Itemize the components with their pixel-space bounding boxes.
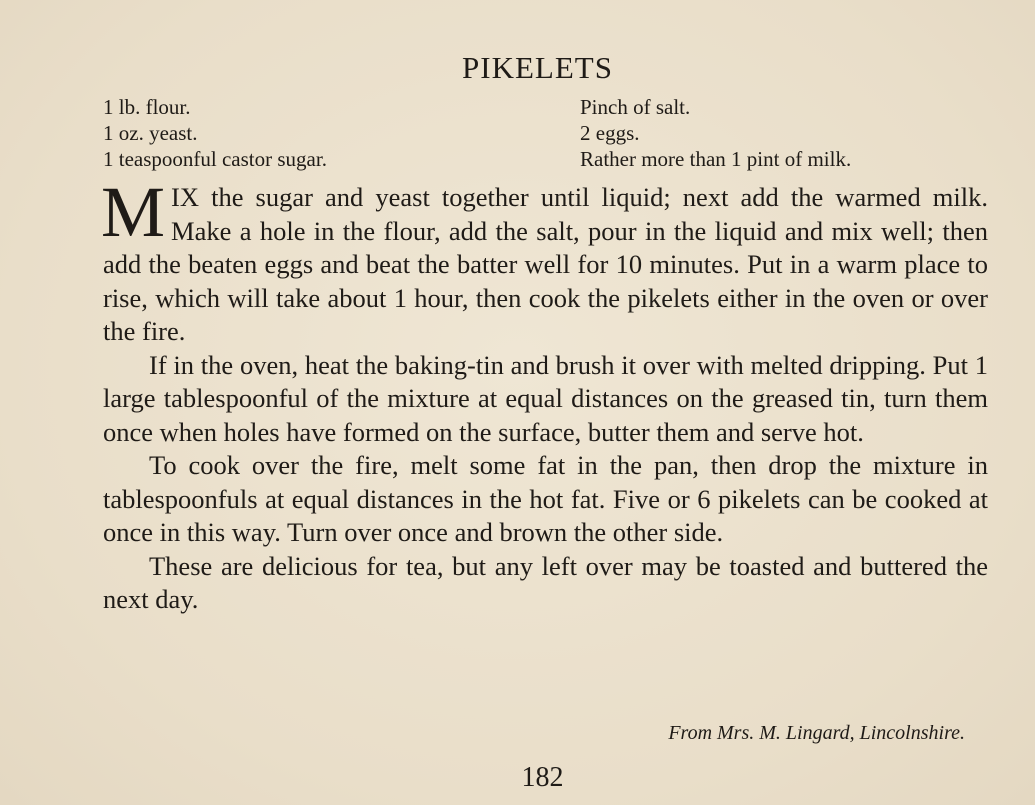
- recipe-method: [101, 172, 988, 617]
- method-paragraph: If in the oven, heat the baking-tin and brush it over with melted dripping. Put 1 large tablespoonful of the mixture at equal distances on the greased tin, turn them once when holes have formed on the surface, butter them and serve hot.: [103, 349, 988, 447]
- page-number: 182: [521, 762, 564, 793]
- ingredient-item: Rather more than 1 pint of milk.: [580, 147, 852, 171]
- method-paragraph-text: IX the sugar and yeast together until liquid; next add the warmed milk. Make a hole in the flour, add the salt, pour in the liquid and mix well; then add the beaten eggs and beat the batter well for 10 minutes. Put in a warm place to rise, which will take about 1 hour, then cook the pikelets either in the oven or over the fire.: [103, 182, 988, 346]
- recipe-source: From Mrs. M. Lingard, Lincolnshire.: [668, 722, 965, 744]
- ingredient-item: 2 eggs.: [580, 121, 640, 145]
- ingredient-item: Pinch of salt.: [580, 95, 691, 119]
- ingredient-row: [103, 94, 988, 120]
- ingredient-item: 1 oz. yeast.: [103, 121, 198, 145]
- drop-cap: M: [101, 172, 166, 252]
- recipe-title: PIKELETS: [462, 50, 613, 85]
- method-paragraph: [101, 172, 988, 349]
- ingredient-row: [103, 120, 988, 146]
- method-paragraph: To cook over the fire, melt some fat in the pan, then drop the mixture in tablespoonfuls at equal distances in the hot fat. Five or 6 pikelets can be cooked at once in this way. Turn over once and brown the other side.: [103, 450, 988, 547]
- ingredient-row: [103, 146, 988, 172]
- method-paragraph: These are delicious for tea, but any left over may be toasted and buttered the next day.: [103, 550, 988, 614]
- ingredients-list: [103, 94, 988, 172]
- ingredient-item: 1 lb. flour.: [103, 95, 191, 119]
- ingredient-item: 1 teaspoonful castor sugar.: [103, 147, 327, 171]
